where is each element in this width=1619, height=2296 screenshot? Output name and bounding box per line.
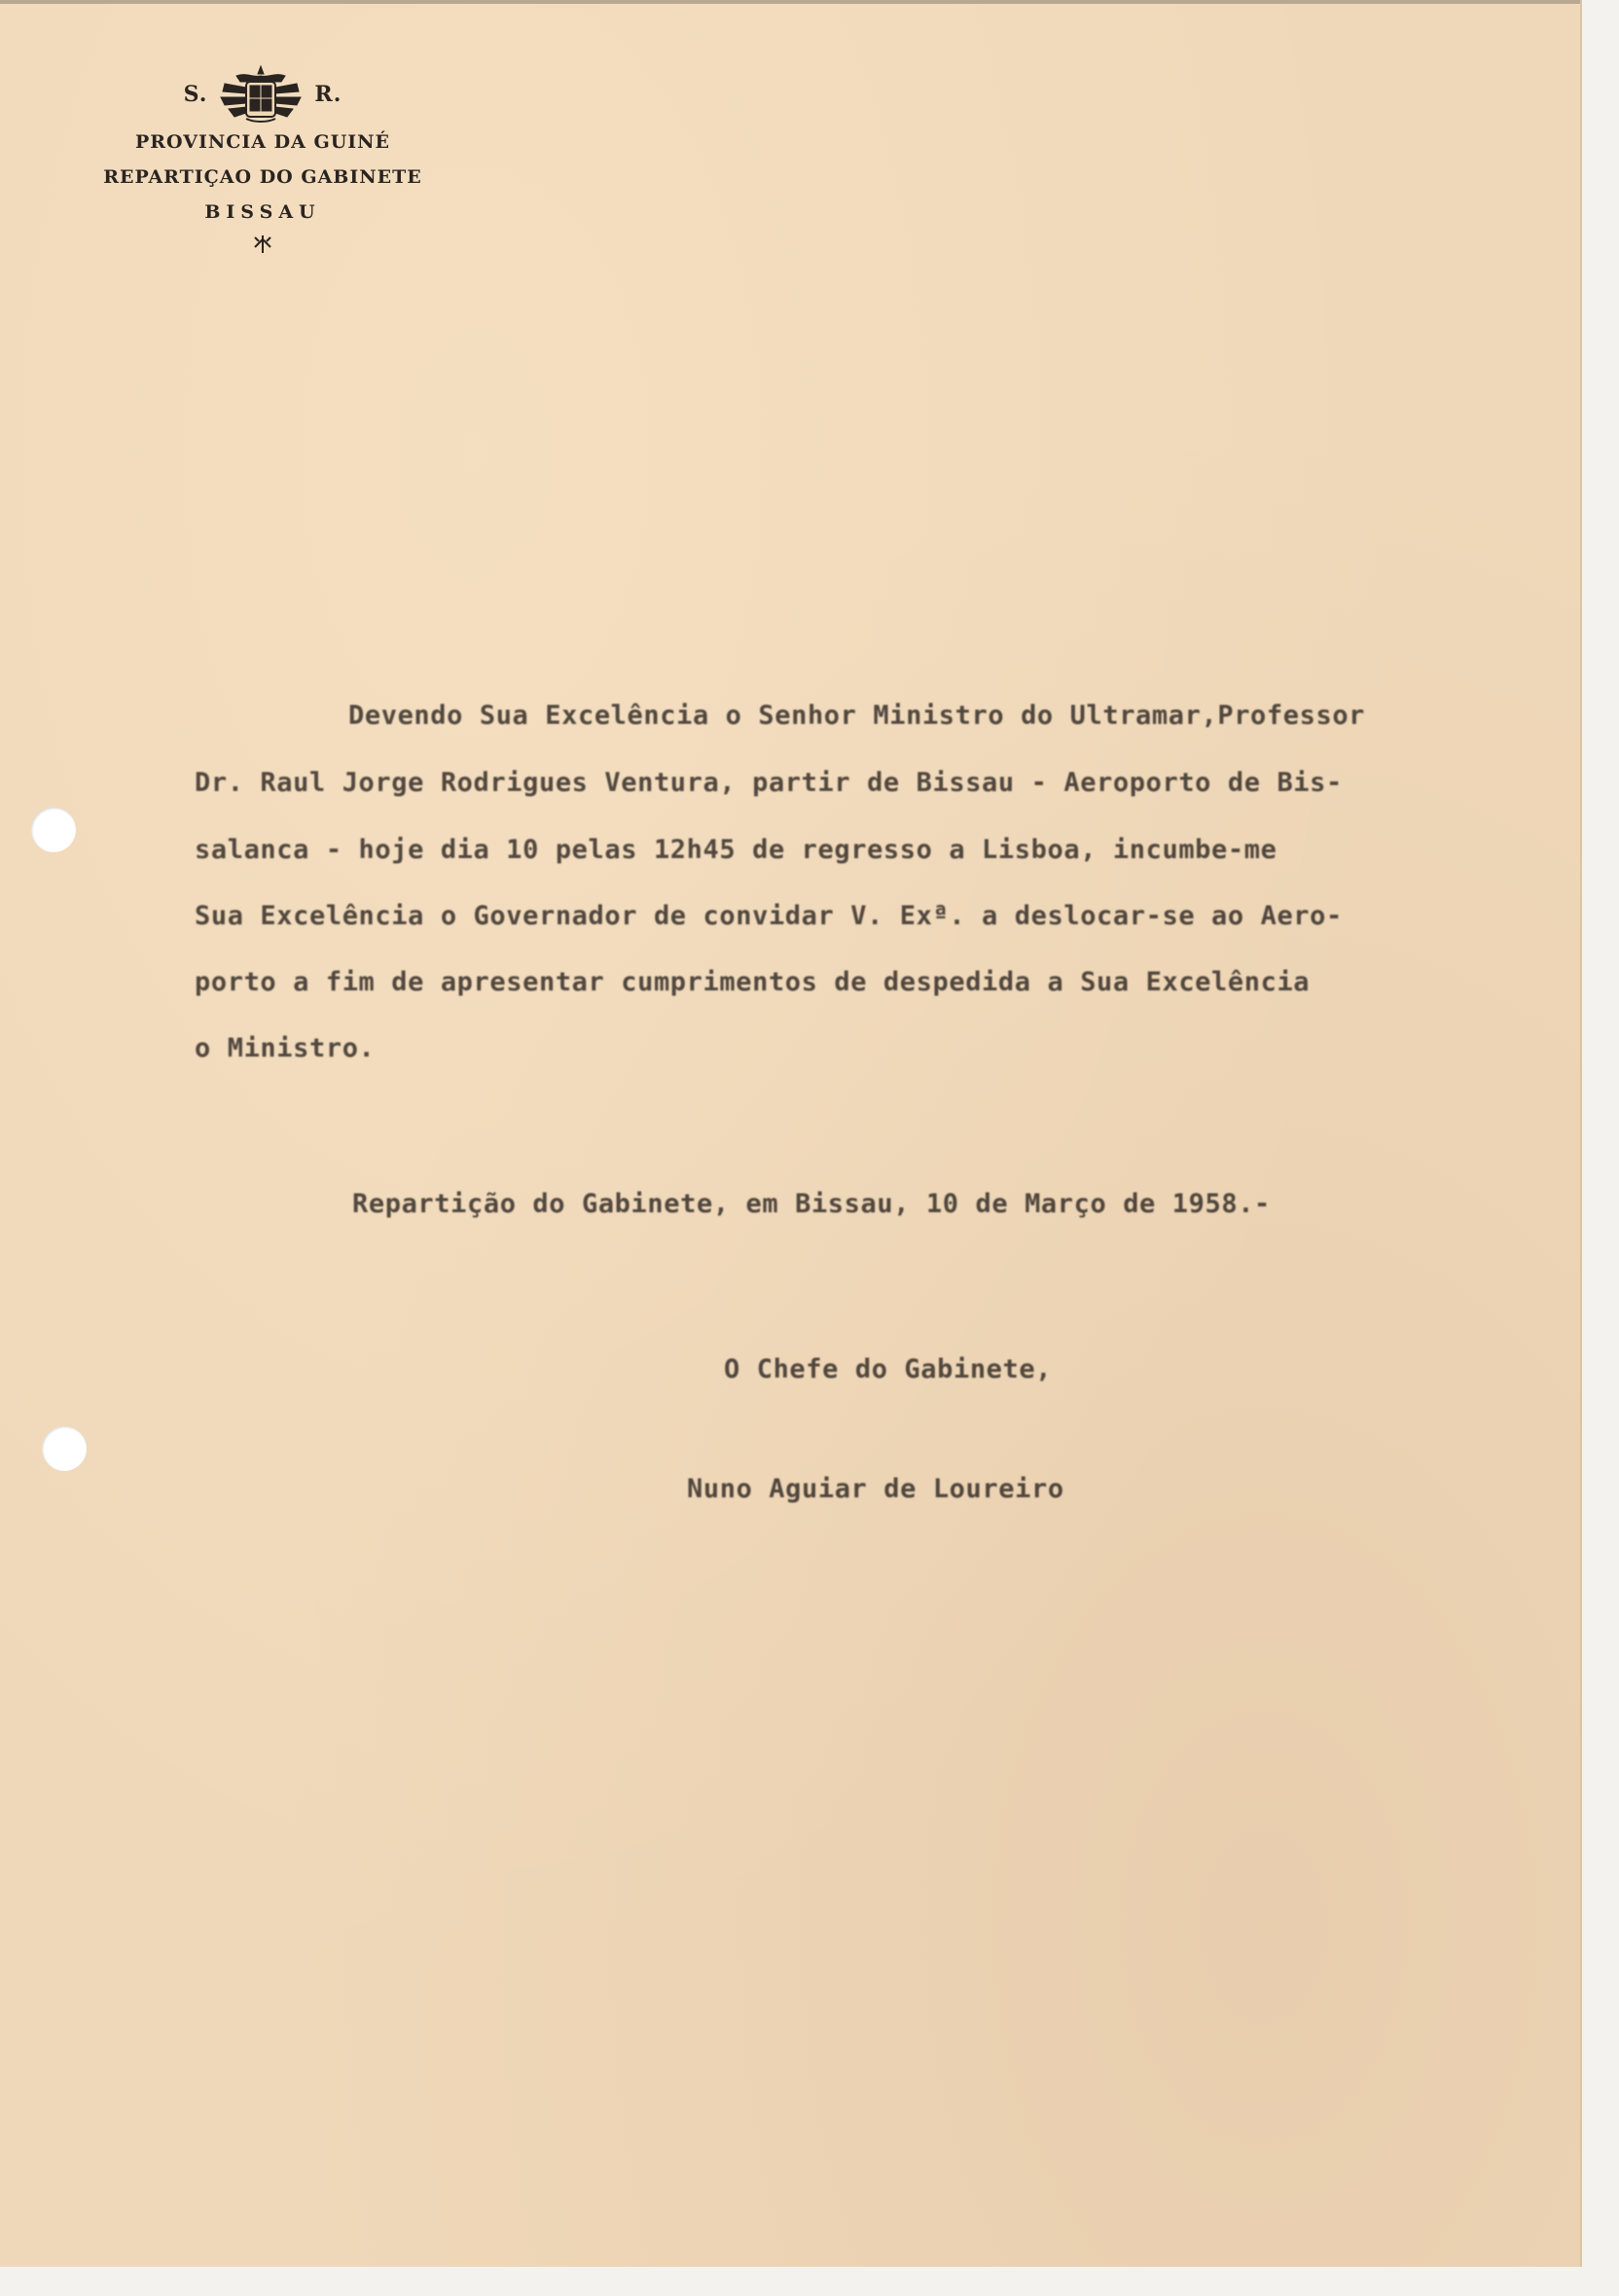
letterhead <box>58 64 467 257</box>
letterhead-province: PROVINCIA DA GUINÉ <box>134 131 391 153</box>
letterhead-right-letter: R. <box>314 82 342 107</box>
punch-hole-bottom <box>42 1426 87 1471</box>
body-line-4: Sua Excelência o Governador de convidar V. Exª. a deslocar-se ao Aero- <box>195 901 1343 931</box>
coat-of-arms-icon <box>217 64 305 125</box>
punch-hole-top <box>31 807 76 852</box>
dateline: Repartição do Gabinete, em Bissau, 10 de Março de 1958.- <box>352 1189 1271 1219</box>
letterhead-left-letter: S. <box>183 82 208 107</box>
body-line-1: Devendo Sua Excelência o Senhor Ministro do Ultramar,Professor <box>348 700 1366 731</box>
body-line-2: Dr. Raul Jorge Rodrigues Ventura, partir de Bissau - Aeroporto de Bis- <box>195 768 1343 798</box>
body-line-6: o Ministro. <box>195 1033 376 1063</box>
body-line-3: salanca - hoje dia 10 pelas 12h45 de regresso a Lisboa, incumbe-me <box>195 835 1277 865</box>
page-top-edge <box>0 0 1580 4</box>
letterhead-department: REPARTIÇAO DO GABINETE <box>103 166 422 188</box>
signature-name: Nuno Aguiar de Loureiro <box>687 1474 1064 1504</box>
letterhead-city: BISSAU <box>204 201 321 223</box>
signature-title: O Chefe do Gabinete, <box>724 1354 1053 1384</box>
ornament-icon <box>243 232 282 257</box>
body-line-5: porto a fim de apresentar cumprimentos de despedida a Sua Excelência <box>195 967 1311 997</box>
crest-row <box>58 64 467 125</box>
